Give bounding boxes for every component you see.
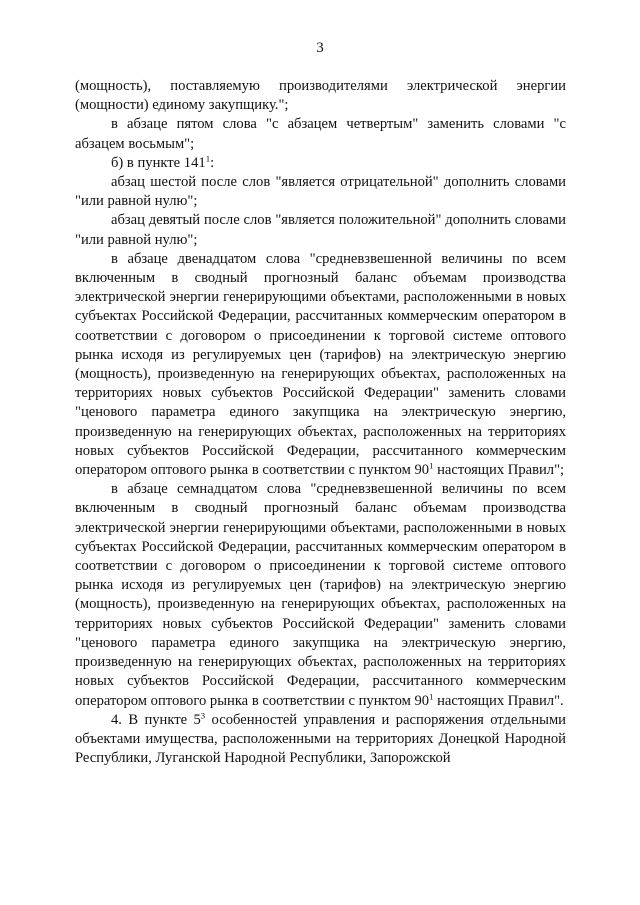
paragraph [75, 115, 566, 153]
text-run: (мощность), поставляемую производителями электрической энергии (мощности) единому закупщику."; [75, 78, 566, 114]
superscript: 1 [205, 153, 211, 164]
paragraph [75, 211, 566, 249]
document-body [75, 77, 566, 768]
superscript: 1 [429, 690, 434, 701]
text-run: в абзаце семнадцатом слова "средневзвешенной величины по всем включенным в сводный прогнозный баланс объемам производства электрической энергии генерирующими объектами, расположенными в новых субъектах Российской Федерации, рассчитанных коммерческим оператором в соответствии с договором о присоединении к торговой системе оптового рынка исходя из регулируемых цен (тарифов) на электрическую энергию (мощность), произведенную на генерирующих объектах, расположенных на территориях новых субъектов Российской Федерации" заменить словами "ценового параметра единого закупщика на электрическую энергию, произведенную на генерирующих объектах, расположенных на территориях новых субъектов Российской Федерации, рассчитанного коммерческим оператором оптового рынка в соответствии с пунктом 90 [75, 481, 566, 709]
text-run: в абзаце пятом слова "с абзацем четвертым" заменить словами "с абзацем восьмым"; [75, 116, 566, 152]
paragraph [75, 250, 566, 480]
text-run: абзац шестой после слов "является отрицательной" дополнить словами "или равной нулю"; [75, 174, 566, 210]
superscript: 3 [200, 710, 206, 721]
paragraph [75, 173, 566, 211]
text-run: абзац девятый после слов "является положительной" дополнить словами "или равной нулю"; [75, 212, 566, 248]
paragraph [75, 480, 566, 710]
text-run: настоящих Правил"; [433, 462, 565, 479]
text-run: 4. В пункте 5 [111, 711, 201, 728]
text-run: б) в пункте 141 [111, 154, 206, 171]
paragraph [75, 77, 566, 115]
text-run: особенностей управления и распоряжения отдельными объектами имущества, расположенными на территориях Донецкой Народной Республики, Луганской Народной Республики, Запорожской [75, 711, 566, 767]
text-run: в абзаце двенадцатом слова "средневзвешенной величины по всем включенным в сводный прогнозный баланс объемам производства электрической энергии генерирующими объектами, расположенными в новых субъектах Российской Федерации, рассчитанных коммерческим оператором в соответствии с договором о присоединении к торговой системе оптового рынка исходя из регулируемых цен (тарифов) на электрическую энергию (мощность), произведенную на генерирующих объектах, расположенных на территориях новых субъектов Российской Федерации" заменить словами "ценового параметра единого закупщика на электрическую энергию, произведенную на генерирующих объектах, расположенных на территориях новых субъектов Российской Федерации, рассчитанного коммерческим оператором оптового рынка в соответствии с пунктом 90 [75, 250, 566, 479]
superscript: 1 [429, 460, 434, 471]
text-run: настоящих Правил". [433, 692, 564, 709]
text-run: : [210, 154, 215, 171]
paragraph [75, 154, 566, 173]
page-number: 3 [316, 40, 324, 56]
paragraph [75, 711, 566, 769]
